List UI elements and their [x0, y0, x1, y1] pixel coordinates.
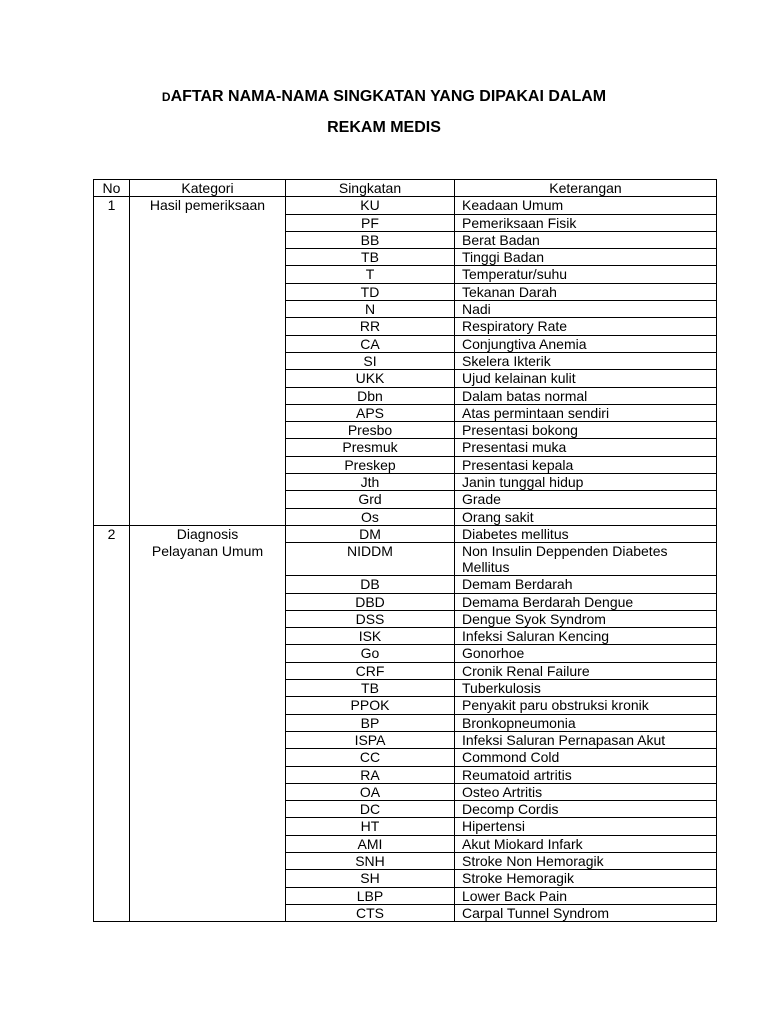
cell-keterangan: Infeksi Saluran Kencing [455, 628, 717, 645]
cell-no [94, 645, 130, 662]
cell-kategori [130, 249, 286, 266]
cell-kategori [130, 766, 286, 783]
cell-keterangan: Nadi [455, 301, 717, 318]
cell-kategori [130, 387, 286, 404]
cell-no [94, 610, 130, 627]
table-row [94, 283, 717, 300]
cell-keterangan: Penyakit paru obstruksi kronik [455, 697, 717, 714]
cell-kategori [130, 783, 286, 800]
cell-kategori [130, 231, 286, 248]
cell-singkatan: TB [286, 680, 455, 697]
header-keterangan: Keterangan [455, 180, 717, 197]
cell-kategori [130, 749, 286, 766]
cell-keterangan: Conjungtiva Anemia [455, 335, 717, 352]
cell-kategori [130, 214, 286, 231]
cell-no [94, 456, 130, 473]
cell-no [94, 352, 130, 369]
table-row [94, 249, 717, 266]
cell-singkatan: CC [286, 749, 455, 766]
cell-kategori [130, 801, 286, 818]
cell-kategori [130, 714, 286, 731]
cell-no [94, 593, 130, 610]
table-row [94, 870, 717, 887]
cell-singkatan: DM [286, 525, 455, 542]
table-row [94, 214, 717, 231]
cell-keterangan: Infeksi Saluran Pernapasan Akut [455, 731, 717, 748]
cell-kategori [130, 662, 286, 679]
table-row [94, 491, 717, 508]
cell-keterangan: Demam Berdarah [455, 576, 717, 593]
cell-no [94, 387, 130, 404]
cell-singkatan: RR [286, 318, 455, 335]
cell-no [94, 214, 130, 231]
table-row [94, 197, 717, 214]
table-row [94, 714, 717, 731]
cell-kategori [130, 335, 286, 352]
table-row [94, 610, 717, 627]
table-row [94, 749, 717, 766]
cell-keterangan: Presentasi bokong [455, 422, 717, 439]
cell-no: 2 [94, 525, 130, 542]
cell-keterangan: Presentasi kepala [455, 456, 717, 473]
cell-keterangan: Carpal Tunnel Syndrom [455, 904, 717, 921]
cell-no [94, 887, 130, 904]
cell-singkatan: PPOK [286, 697, 455, 714]
cell-no [94, 801, 130, 818]
cell-kategori [130, 474, 286, 491]
cell-singkatan: APS [286, 404, 455, 421]
cell-keterangan: Janin tunggal hidup [455, 474, 717, 491]
cell-keterangan: Diabetes mellitus [455, 525, 717, 542]
cell-keterangan: Dalam batas normal [455, 387, 717, 404]
cell-keterangan: Orang sakit [455, 508, 717, 525]
cell-singkatan: Go [286, 645, 455, 662]
cell-kategori: Diagnosis [130, 525, 286, 542]
table-row [94, 318, 717, 335]
table-row [94, 439, 717, 456]
cell-kategori [130, 680, 286, 697]
cell-kategori [130, 491, 286, 508]
cell-singkatan: SH [286, 870, 455, 887]
cell-keterangan: Bronkopneumonia [455, 714, 717, 731]
cell-kategori: Pelayanan Umum [130, 543, 286, 576]
cell-keterangan: Stroke Hemoragik [455, 870, 717, 887]
cell-keterangan: Keadaan Umum [455, 197, 717, 214]
cell-keterangan: Dengue Syok Syndrom [455, 610, 717, 627]
cell-singkatan: TB [286, 249, 455, 266]
table-row [94, 422, 717, 439]
cell-keterangan: Atas permintaan sendiri [455, 404, 717, 421]
cell-kategori [130, 301, 286, 318]
cell-keterangan: Demama Berdarah Dengue [455, 593, 717, 610]
cell-kategori [130, 456, 286, 473]
cell-singkatan: BB [286, 231, 455, 248]
cell-singkatan: SI [286, 352, 455, 369]
cell-no [94, 491, 130, 508]
cell-keterangan: Lower Back Pain [455, 887, 717, 904]
cell-no [94, 422, 130, 439]
cell-no [94, 662, 130, 679]
cell-no [94, 731, 130, 748]
cell-keterangan: Osteo Artritis [455, 783, 717, 800]
cell-no [94, 439, 130, 456]
table-row [94, 231, 717, 248]
cell-no [94, 783, 130, 800]
cell-keterangan: Stroke Non Hemoragik [455, 852, 717, 869]
cell-kategori [130, 318, 286, 335]
cell-kategori [130, 904, 286, 921]
cell-no [94, 404, 130, 421]
cell-no [94, 370, 130, 387]
cell-keterangan: Ujud kelainan kulit [455, 370, 717, 387]
cell-kategori [130, 266, 286, 283]
cell-singkatan: NIDDM [286, 543, 455, 576]
cell-singkatan: HT [286, 818, 455, 835]
cell-kategori [130, 731, 286, 748]
table-body [94, 197, 717, 922]
cell-keterangan: Berat Badan [455, 231, 717, 248]
table-row [94, 835, 717, 852]
cell-singkatan: BP [286, 714, 455, 731]
table-row [94, 335, 717, 352]
table-row [94, 404, 717, 421]
cell-singkatan: N [286, 301, 455, 318]
table-row [94, 593, 717, 610]
cell-no [94, 766, 130, 783]
cell-singkatan: Jth [286, 474, 455, 491]
cell-no [94, 835, 130, 852]
table-row [94, 697, 717, 714]
cell-kategori [130, 422, 286, 439]
cell-singkatan: KU [286, 197, 455, 214]
cell-no [94, 697, 130, 714]
cell-keterangan: Reumatoid artritis [455, 766, 717, 783]
cell-singkatan: Os [286, 508, 455, 525]
header-no: No [94, 180, 130, 197]
table-row [94, 266, 717, 283]
cell-no [94, 628, 130, 645]
cell-no [94, 301, 130, 318]
cell-singkatan: Presbo [286, 422, 455, 439]
table-row [94, 852, 717, 869]
table-row [94, 508, 717, 525]
cell-keterangan: Tuberkulosis [455, 680, 717, 697]
cell-keterangan: Respiratory Rate [455, 318, 717, 335]
cell-keterangan: Commond Cold [455, 749, 717, 766]
table-row [94, 301, 717, 318]
cell-no [94, 852, 130, 869]
cell-singkatan: ISK [286, 628, 455, 645]
cell-singkatan: DBD [286, 593, 455, 610]
cell-keterangan: Tekanan Darah [455, 283, 717, 300]
cell-keterangan: Pemeriksaan Fisik [455, 214, 717, 231]
cell-kategori [130, 370, 286, 387]
cell-singkatan: Preskep [286, 456, 455, 473]
cell-no [94, 335, 130, 352]
header-kategori: Kategori [130, 180, 286, 197]
cell-kategori [130, 404, 286, 421]
cell-singkatan: TD [286, 283, 455, 300]
table-row [94, 783, 717, 800]
table-row [94, 887, 717, 904]
cell-no [94, 283, 130, 300]
cell-kategori [130, 576, 286, 593]
cell-kategori: Hasil pemeriksaan [130, 197, 286, 214]
title-rest: AFTAR NAMA-NAMA SINGKATAN YANG DIPAKAI DALAM [170, 88, 607, 105]
cell-no [94, 266, 130, 283]
cell-no [94, 318, 130, 335]
table-row [94, 904, 717, 921]
cell-singkatan: T [286, 266, 455, 283]
cell-kategori [130, 628, 286, 645]
cell-singkatan: LBP [286, 887, 455, 904]
title-initial: D [161, 90, 171, 104]
cell-singkatan: Dbn [286, 387, 455, 404]
cell-no [94, 680, 130, 697]
cell-kategori [130, 508, 286, 525]
table-row [94, 801, 717, 818]
cell-singkatan: CTS [286, 904, 455, 921]
cell-no [94, 576, 130, 593]
cell-kategori [130, 852, 286, 869]
table-row [94, 680, 717, 697]
cell-kategori [130, 697, 286, 714]
cell-singkatan: ISPA [286, 731, 455, 748]
cell-no [94, 749, 130, 766]
cell-kategori [130, 283, 286, 300]
cell-no [94, 904, 130, 921]
cell-kategori [130, 610, 286, 627]
cell-no [94, 231, 130, 248]
table-row [94, 628, 717, 645]
cell-keterangan: Akut Miokard Infark [455, 835, 717, 852]
cell-kategori [130, 645, 286, 662]
cell-singkatan: UKK [286, 370, 455, 387]
table-row [94, 387, 717, 404]
cell-singkatan: AMI [286, 835, 455, 852]
cell-singkatan: DC [286, 801, 455, 818]
cell-singkatan: CRF [286, 662, 455, 679]
cell-keterangan: Non Insulin Deppenden Diabetes Mellitus [455, 543, 717, 576]
cell-no [94, 714, 130, 731]
cell-kategori [130, 870, 286, 887]
cell-no [94, 508, 130, 525]
cell-kategori [130, 818, 286, 835]
table-row [94, 731, 717, 748]
cell-no: 1 [94, 197, 130, 214]
cell-singkatan: DB [286, 576, 455, 593]
table-row [94, 370, 717, 387]
cell-singkatan: Presmuk [286, 439, 455, 456]
table-header-row [94, 180, 717, 197]
table-row [94, 645, 717, 662]
cell-keterangan: Grade [455, 491, 717, 508]
cell-keterangan: Gonorhoe [455, 645, 717, 662]
table-row [94, 766, 717, 783]
cell-no [94, 818, 130, 835]
cell-no [94, 474, 130, 491]
cell-kategori [130, 439, 286, 456]
document-title-line-1 [0, 88, 768, 106]
table-row [94, 456, 717, 473]
table-row [94, 352, 717, 369]
table-row [94, 818, 717, 835]
cell-keterangan: Tinggi Badan [455, 249, 717, 266]
cell-keterangan: Presentasi muka [455, 439, 717, 456]
cell-keterangan: Temperatur/suhu [455, 266, 717, 283]
cell-keterangan: Decomp Cordis [455, 801, 717, 818]
table-row [94, 543, 717, 576]
cell-singkatan: DSS [286, 610, 455, 627]
cell-kategori [130, 887, 286, 904]
cell-no [94, 543, 130, 576]
cell-kategori [130, 593, 286, 610]
table-row [94, 474, 717, 491]
cell-no [94, 870, 130, 887]
cell-keterangan: Cronik Renal Failure [455, 662, 717, 679]
cell-keterangan: Skelera Ikterik [455, 352, 717, 369]
cell-singkatan: OA [286, 783, 455, 800]
cell-kategori [130, 835, 286, 852]
cell-singkatan: RA [286, 766, 455, 783]
document-title-line-2: REKAM MEDIS [327, 119, 441, 136]
table-row [94, 576, 717, 593]
abbreviation-table [93, 179, 717, 922]
cell-singkatan: SNH [286, 852, 455, 869]
cell-singkatan: CA [286, 335, 455, 352]
table-row [94, 662, 717, 679]
cell-kategori [130, 352, 286, 369]
cell-singkatan: Grd [286, 491, 455, 508]
cell-keterangan: Hipertensi [455, 818, 717, 835]
header-singkatan: Singkatan [286, 180, 455, 197]
cell-no [94, 249, 130, 266]
cell-singkatan: PF [286, 214, 455, 231]
table-row [94, 525, 717, 542]
